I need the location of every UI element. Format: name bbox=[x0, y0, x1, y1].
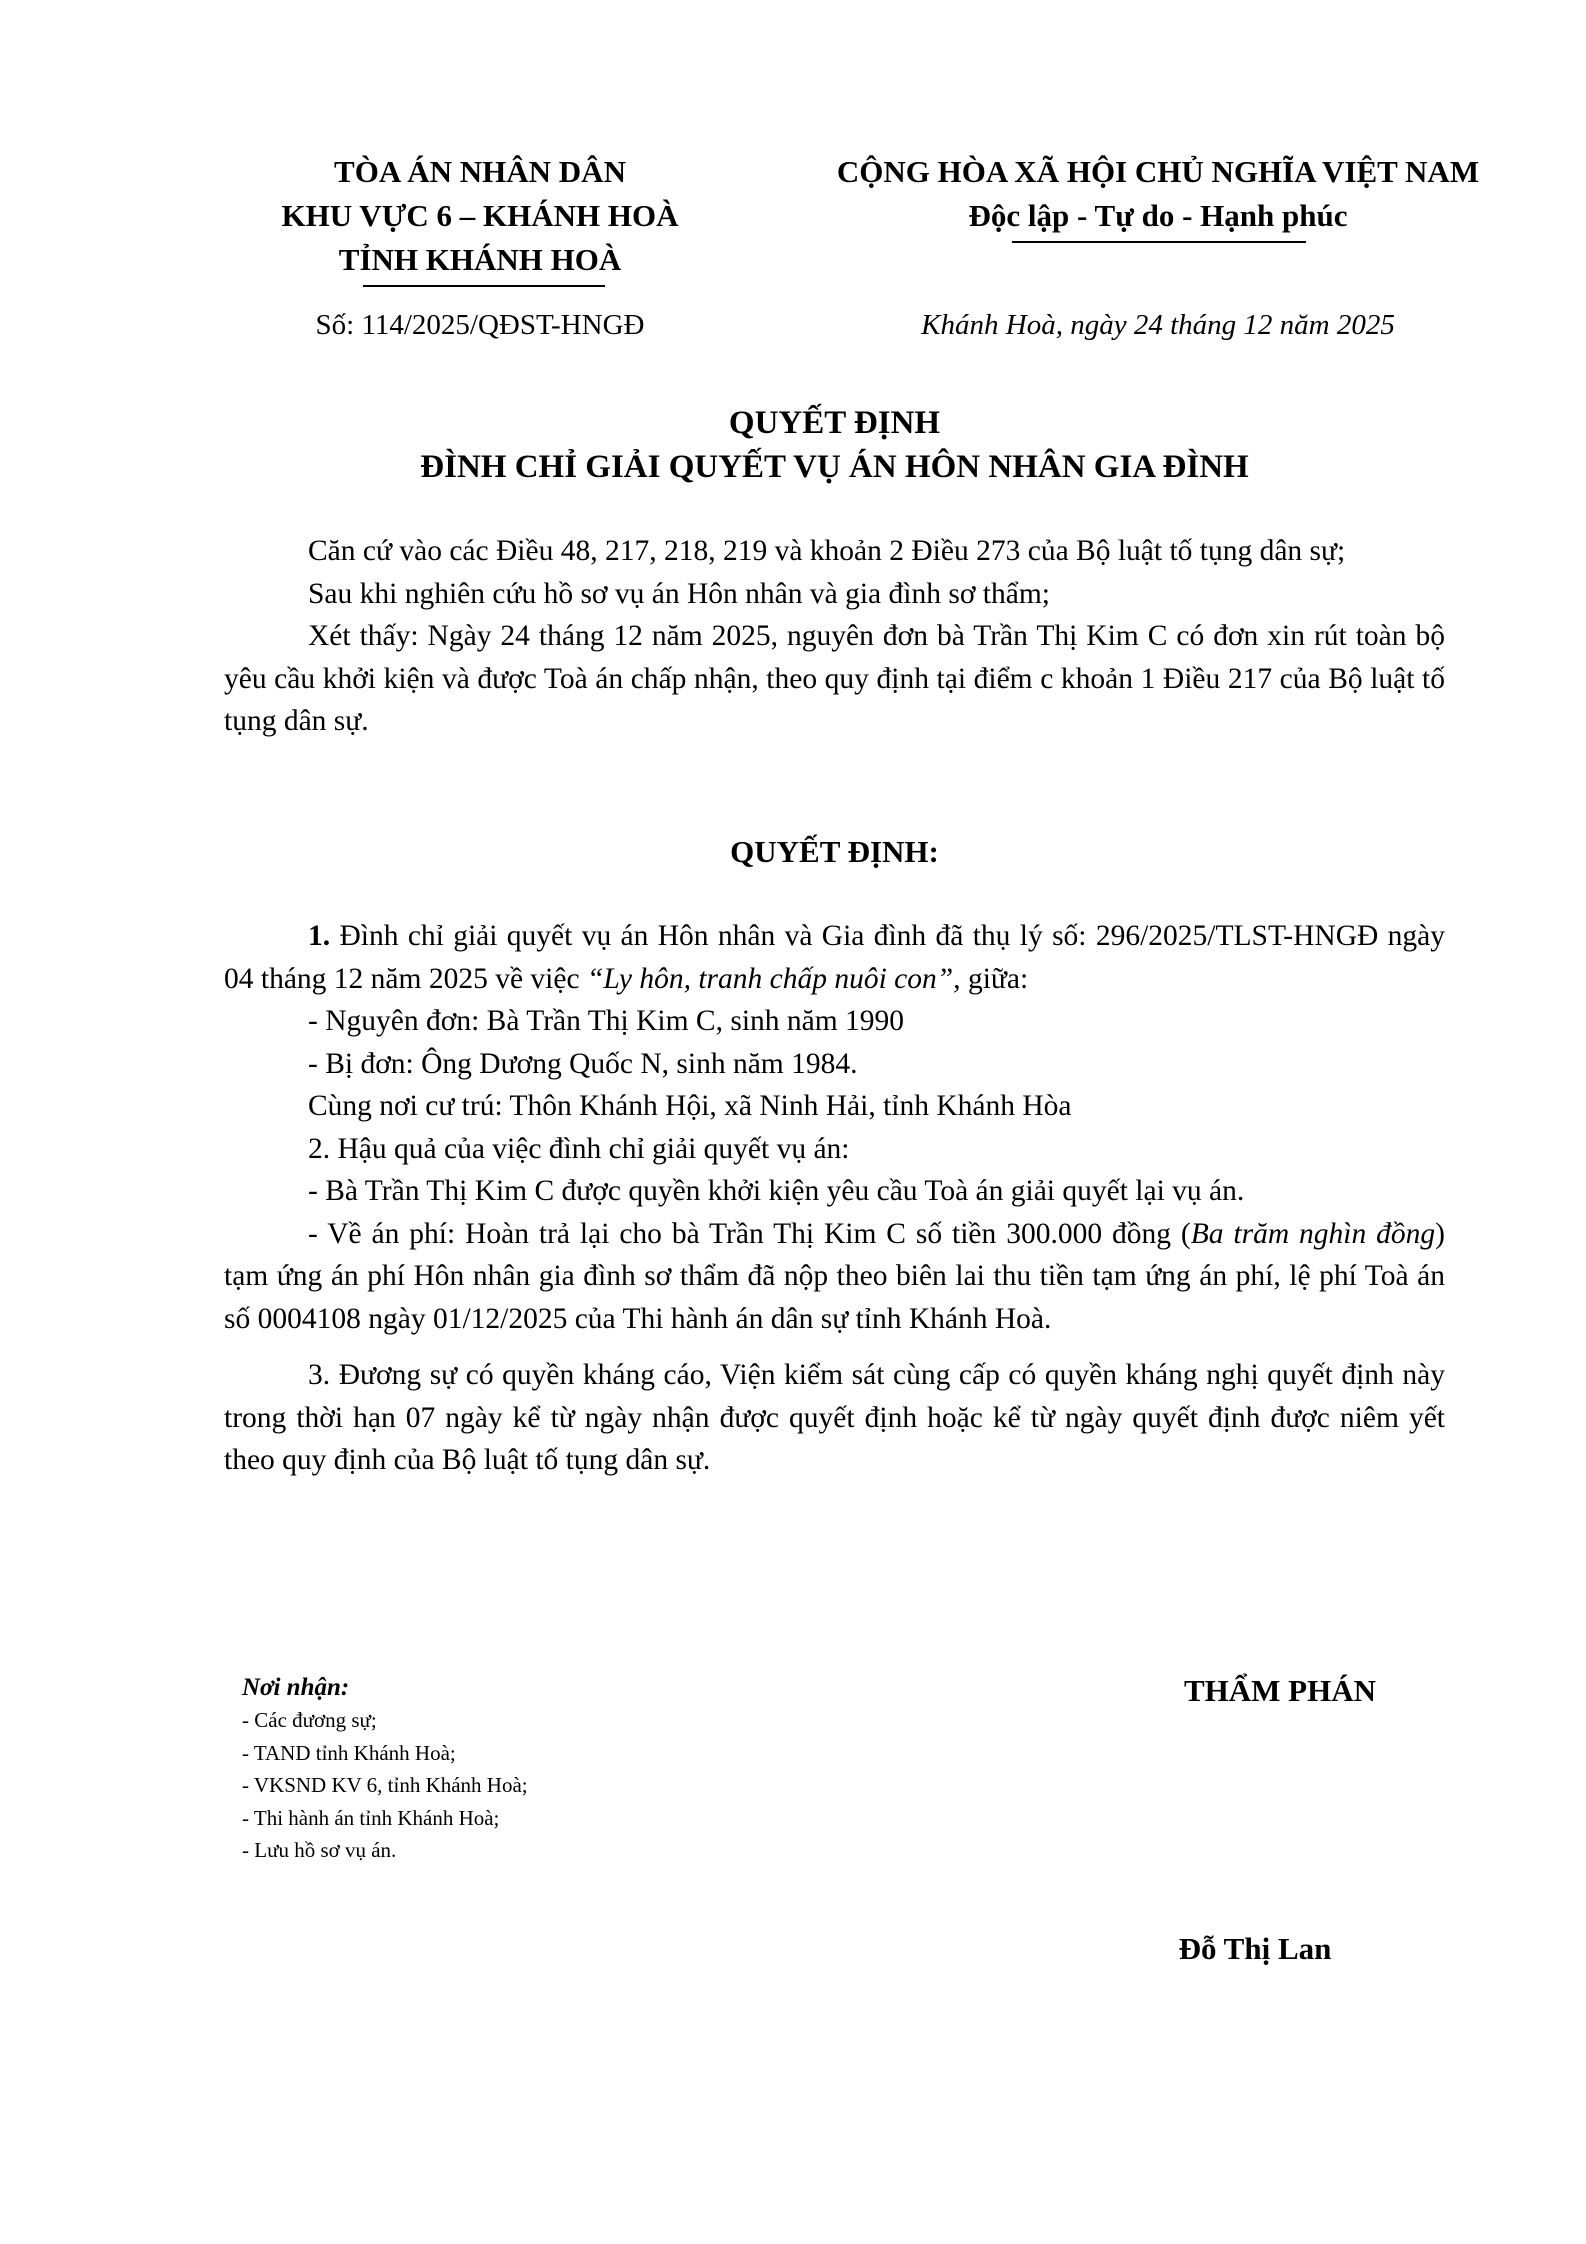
right-to-resue: - Bà Trần Thị Kim C được quyền khởi kiện yêu cầu Toà án giải quyết lại vụ án. bbox=[308, 1175, 1245, 1207]
document-title bbox=[224, 401, 1445, 489]
motto-underline bbox=[1012, 241, 1306, 243]
court-header bbox=[220, 150, 740, 282]
court-header-underline bbox=[363, 285, 605, 287]
decision-item-3: 3. Đương sự có quyền kháng cáo, Viện kiểm sát cùng cấp có quyền kháng nghị quyết định này trong thời hạn 07 ngày kể từ ngày nhận được quyết định hoặc kể từ ngày quyết định được niêm yết theo quy định của Bộ luật tố tụng dân sự. bbox=[224, 1359, 1445, 1476]
court-fee-text: - Về án phí: Hoàn trả lại cho bà Trần Thị Kim C số tiền 300.000 đồng ( bbox=[308, 1217, 1191, 1250]
recipients-title: Nơi nhận: bbox=[242, 1674, 350, 1701]
court-fee-text-end: ) tạm ứng án phí Hôn nhân gia đình sơ thẩm đã nộp theo biên lai thu tiền tạm ứng án phí, lệ phí Toà án số 0004108 ngày 01/12/2025 của Thi hành án dân sự tỉnh Khánh Hoà. bbox=[224, 1217, 1445, 1335]
decision-body bbox=[224, 915, 1445, 1482]
finding-statement: Xét thấy: Ngày 24 tháng 12 năm 2025, nguyên đơn bà Trần Thị Kim C có đơn xin rút toàn bộ yêu cầu khởi kiện và được Toà án chấp nhận, theo quy định tại điểm c khoản 1 Điều 217 của Bộ luật tố tụng dân sự. bbox=[224, 620, 1445, 737]
item-1-number: 1. bbox=[308, 920, 331, 952]
recipient-item: - Thi hành án tỉnh Khánh Hoà; bbox=[242, 1805, 500, 1830]
item-1-text-end: giữa: bbox=[960, 962, 1029, 995]
court-fee bbox=[224, 1213, 1445, 1341]
court-region: KHU VỰC 6 – KHÁNH HOÀ bbox=[281, 198, 679, 233]
recipients bbox=[242, 1672, 528, 1867]
document-number: Số: 114/2025/QĐST-HNGĐ bbox=[315, 309, 645, 341]
case-matter: “Ly hôn, tranh chấp nuôi con”, bbox=[586, 962, 961, 995]
country-name: CỘNG HÒA XÃ HỘI CHỦ NGHĨA VIỆT NAM bbox=[836, 154, 1480, 189]
national-header bbox=[790, 150, 1526, 238]
title-line-2: ĐÌNH CHỈ GIẢI QUYẾT VỤ ÁN HÔN NHÂN GIA ĐÌNH bbox=[420, 449, 1249, 485]
item-1-text: Đình chỉ giải quyết vụ án Hôn nhân và Gia đình đã thụ lý số: 296/2025/TLST-HNGĐ ngày 04 tháng 12 năm 2025 về việc bbox=[224, 920, 1445, 995]
decision-item-1 bbox=[224, 915, 1445, 1000]
recipient-item: - VKSND KV 6, tỉnh Khánh Hoà; bbox=[242, 1773, 528, 1797]
issue-date: Khánh Hoà, ngày 24 tháng 12 năm 2025 bbox=[921, 309, 1395, 341]
review-statement: Sau khi nghiên cứu hồ sơ vụ án Hôn nhân và gia đình sơ thẩm; bbox=[308, 577, 1050, 610]
plaintiff: - Nguyên đơn: Bà Trần Thị Kim C, sinh năm 1990 bbox=[308, 1005, 905, 1037]
signer-title: THẨM PHÁN bbox=[1183, 1673, 1376, 1708]
national-motto: Độc lập - Tự do - Hạnh phúc bbox=[968, 198, 1348, 233]
recipient-item: - Các đương sự; bbox=[242, 1708, 377, 1732]
court-fee-words: Ba trăm nghìn đồng bbox=[1190, 1217, 1436, 1250]
signer-name: Đỗ Thị Lan bbox=[1178, 1931, 1332, 1966]
legal-basis: Căn cứ vào các Điều 48, 217, 218, 219 và khoản 2 Điều 273 của Bộ luật tố tụng dân sự; bbox=[308, 535, 1346, 567]
defendant: - Bị đơn: Ông Dương Quốc N, sinh năm 1984. bbox=[308, 1047, 858, 1080]
title-line-1: QUYẾT ĐỊNH bbox=[728, 405, 941, 441]
residence: Cùng nơi cư trú: Thôn Khánh Hội, xã Ninh Hải, tỉnh Khánh Hòa bbox=[308, 1090, 1072, 1122]
decision-heading: QUYẾT ĐỊNH: bbox=[730, 834, 939, 869]
court-province: TỈNH KHÁNH HOÀ bbox=[338, 242, 622, 277]
preamble bbox=[224, 530, 1445, 743]
recipient-item: - Lưu hồ sơ vụ án. bbox=[242, 1838, 397, 1862]
decision-item-2-heading: 2. Hậu quả của việc đình chỉ giải quyết vụ án: bbox=[308, 1132, 850, 1165]
recipient-item: - TAND tỉnh Khánh Hoà; bbox=[242, 1740, 456, 1765]
court-name: TÒA ÁN NHÂN DÂN bbox=[334, 154, 626, 189]
